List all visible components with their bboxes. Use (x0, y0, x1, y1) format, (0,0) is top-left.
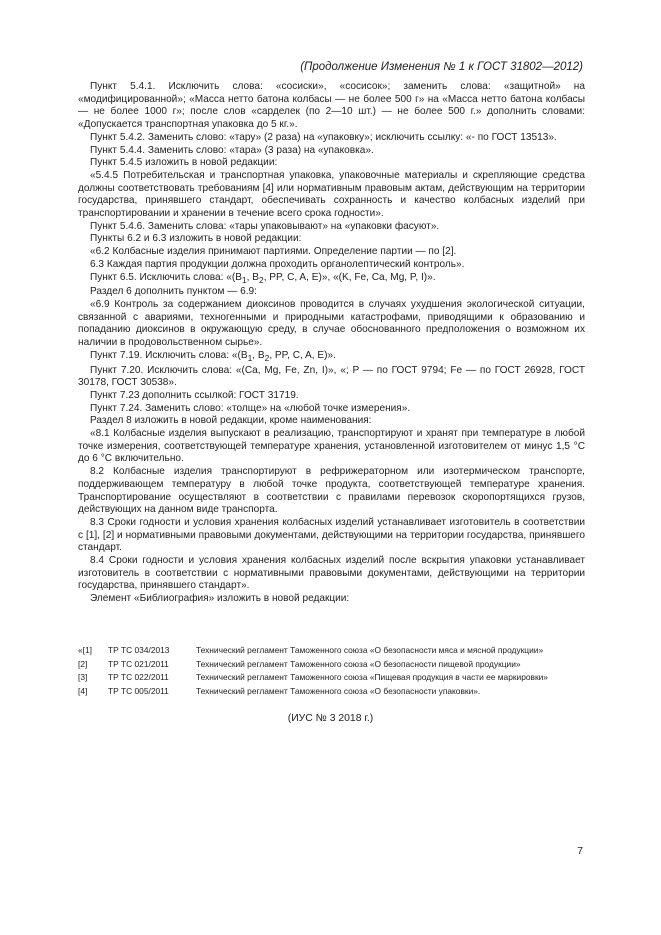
subscript: 1 (247, 352, 253, 363)
paragraph: Пункт 7.23 дополнить ссылкой: ГОСТ 31719. (90, 389, 299, 401)
text-fragment: , B (252, 349, 265, 361)
bib-title: Технический регламент Таможенного союза «Пищевая продукция в части ее маркировки» (196, 672, 548, 683)
paragraph: Пункт 7.20. Исключить слова: «(Ca, Mg, Fe, Zn, I)», «; P — по ГОСТ 9794; Fe — по ГОСТ 26928, ГОСТ 30178, ГОСТ 30538». (78, 364, 585, 389)
paragraph: Пункт 5.4.1. Исключить слова: «сосиски», «сосисок»; заменить слова: «защитной» на «модифицированной»; «Масса нетто батона колбасы — не более 500 г» на «Масса нетто батона колбасы — не более 1000 г»; после слов «сарделек (по 2—10 шт.) — не более 500 г.» дополнить словами: «Допускается транспортная упаковка до 5 кг.». (78, 81, 585, 131)
bibliography-entry (78, 685, 598, 699)
bib-code: ТР ТС 021/2011 (108, 658, 169, 669)
paragraph: 8.3 Сроки годности и условия хранения колбасных изделий устанавливает изготовитель в соответствии с [1], [2] и нормативными правовыми документами, действующими на территории государства, принявшего стандарт. (78, 516, 585, 554)
subscript: 2 (259, 274, 264, 285)
paragraph: Пункт 5.4.2. Заменить слово: «тару» (2 раза) на «упаковку»; исключить ссылку: «- по ГОСТ 13513». (90, 131, 557, 143)
bib-title: Технический регламент Таможенного союза «О безопасности мяса и мясной продукции» (196, 645, 544, 655)
running-header: (Продолжение Изменения № 1 к ГОСТ 31802—2012) (300, 61, 583, 73)
bib-code: ТР ТС 022/2011 (108, 672, 169, 683)
text-fragment: Пункт 7.19. Исключить слова: «(B (90, 349, 248, 361)
text-fragment: , PP, C, A, E)», «(K, Fe, Ca, Mg, P, I)». (263, 271, 436, 283)
paragraph: «8.1 Колбасные изделия выпускают в реализацию, транспортируют и хранят при температуре в любой точке измерения, соответствующей температуре хранения, установленной изготовителем от минус 1,5 °С до 6 °С включительно. (78, 428, 585, 465)
paragraph: Раздел 6 дополнить пунктом — 6.9: (90, 286, 257, 298)
paragraph: Раздел 8 изложить в новой редакции, кроме наименования: (90, 415, 372, 427)
bibliography-entry (78, 644, 598, 658)
paragraph: «5.4.5 Потребительская и транспортная упаковка, упаковочные материалы и скрепляющие средства должны соответствовать требованиям [4] или нормативным правовым актам, действующим на территории государства, принявшего стандарт, обеспечивать сохранность и качество колбасных изделий при транспортировании и хранении в течение всего срока годности». (78, 169, 585, 220)
subscript: 2 (264, 352, 270, 363)
paragraph: «6.9 Контроль за содержанием диоксинов проводится в случаях ухудшения экологической ситуации, связанной с авариями, техногенными и природными катастрофами, приводящими к образованию и попаданию диоксинов в окружающую среду, в случае обоснованного предположения о возможном их наличии в продовольственном сырье». (78, 298, 585, 349)
text-fragment: , B (246, 271, 259, 283)
bib-number: «[1] (78, 645, 92, 655)
bib-title: Технический регламент Таможенного союза «О безопасности пищевой продукции» (196, 658, 521, 669)
bib-code: ТР ТС 005/2011 (108, 685, 169, 696)
paragraph (78, 272, 585, 287)
paragraph: Пункт 5.4.4. Заменить слово: «тара» (3 раза) на «упаковка». (90, 144, 374, 156)
bib-number: [3] (78, 672, 88, 683)
paragraph: 8.4 Сроки годности и условия хранения колбасных изделий после вскрытия упаковки устанавливает изготовитель в соответствии с нормативными правовыми документами, действующими на территории государства, принявшего стандарт». (78, 555, 585, 592)
bib-code: ТР ТС 034/2013 (108, 645, 170, 655)
paragraph: Пункт 5.4.5 изложить в новой редакции: (90, 157, 278, 169)
bibliography-entry (78, 658, 598, 672)
bib-number: [2] (78, 658, 88, 669)
text-fragment: Пункт 6.5. Исключить слова: «(B (90, 271, 242, 283)
paragraph: 8.2 Колбасные изделия транспортируют в рефрижераторном или изотермическом транспорте, поддерживающем температуру в любой точке продукта, соответствующей температуре хранения. Транспортирование осуществляют в соответствии с правилами перевозок скоропортящихся грузов, действующих на данном виде транспорта. (78, 466, 585, 516)
bib-title: Технический регламент Таможенного союза «О безопасности упаковки». (196, 685, 481, 696)
bibliography-entry (78, 671, 598, 685)
ius-reference: (ИУС № 3 2018 г.) (287, 713, 374, 724)
paragraph: «6.2 Колбасные изделия принимают партиями. Определение партии — по [2]. (90, 246, 457, 258)
paragraph: Пункты 6.2 и 6.3 изложить в новой редакции: (90, 233, 302, 245)
page-number: 7 (577, 846, 583, 857)
paragraph: Элемент «Библиография» изложить в новой редакции: (90, 593, 350, 605)
bibliography-list (78, 644, 598, 698)
text-fragment: , PP, C, A, E)». (269, 349, 336, 361)
paragraph: Пункт 5.4.6. Заменить слова: «тары упаковывают» на «упаковки фасуют». (90, 220, 440, 232)
paragraph: 6.3 Каждая партия продукции должна проходить органолептический контроль». (90, 258, 465, 270)
bib-number: [4] (78, 685, 88, 696)
subscript: 1 (241, 274, 247, 285)
paragraph: Пункт 7.24. Заменить слово: «толще» на «любой точке измерения». (90, 402, 411, 414)
paragraph (78, 350, 585, 365)
document-body (78, 81, 585, 606)
